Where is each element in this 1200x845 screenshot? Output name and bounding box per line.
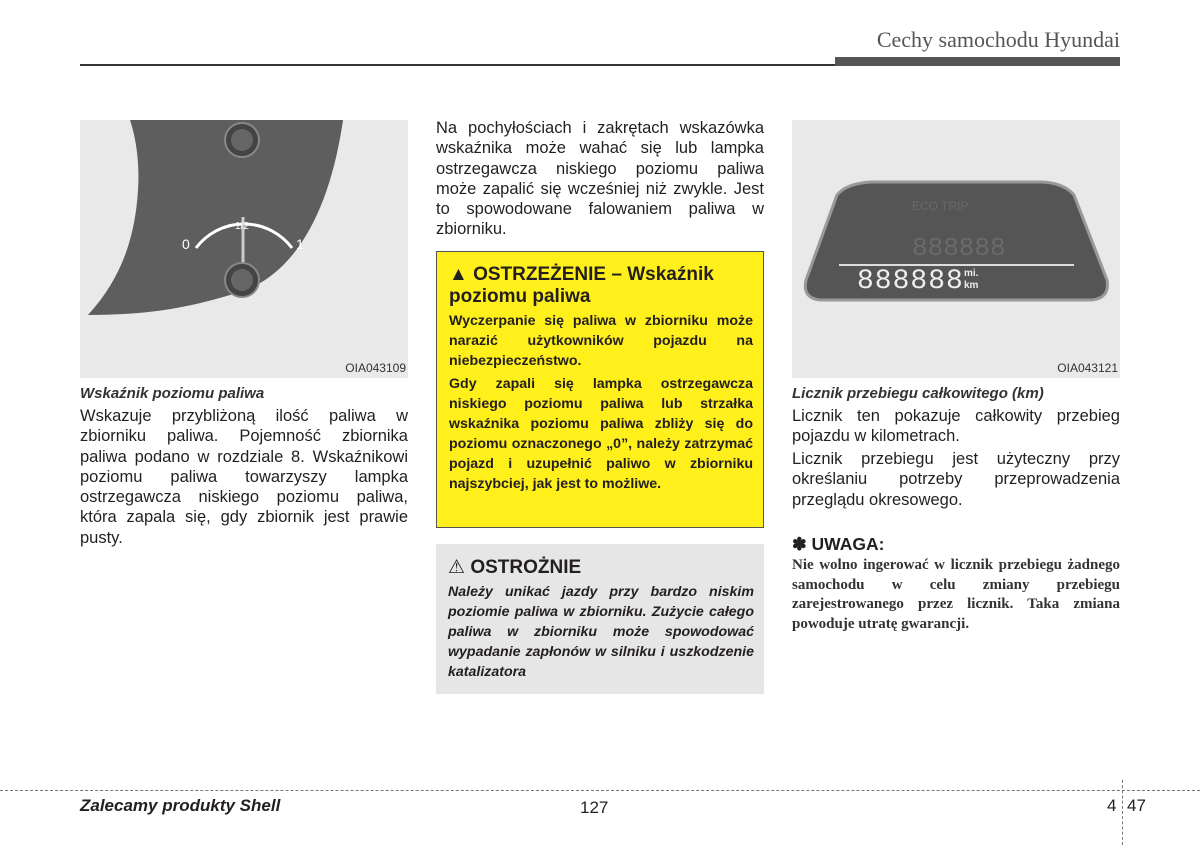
- warning-triangle-icon: ▲: [449, 264, 468, 285]
- chapter-number: 4: [1107, 796, 1117, 815]
- caution-triangle-icon: ⚠: [448, 557, 466, 578]
- footer-slogan: Zalecamy produkty Shell: [80, 796, 281, 815]
- footer-page-number: 127: [580, 798, 609, 817]
- odometer-usefulness: Licznik przebiegu jest użyteczny przy określaniu potrzeby przeprowadzenia przeglądu okresowego.: [792, 450, 1120, 509]
- chapter-page-number: 47: [1127, 796, 1146, 815]
- warning-paragraph: Gdy zapali się lampka ostrzegawcza niskiego poziomu paliwa lub strzałka wskaźnika poziomu paliwa zbliży się do poziomu oznaczonego „0”, należy zatrzymać pojazd i uzupełnić paliwo w zbiorniku najszybciej, jak jest to możliwe.: [449, 376, 753, 492]
- svg-text:888888: 888888: [912, 233, 1006, 263]
- warning-title: OSTRZEŻENIE – Wskaźnik poziomu paliwa: [449, 264, 714, 307]
- warning-box: [436, 251, 764, 528]
- gauge-full-label: 1: [296, 236, 304, 252]
- gauge-empty-label: 0: [182, 236, 190, 252]
- note-body: Nie wolno ingerować w licznik przebiegu żadnego samochodu w celu zmiany przebiegu zarejestrowanego przez licznik. Taka zmiana powoduje utratę gwarancji.: [792, 557, 1120, 632]
- odometer-unit-mi: mi.: [964, 268, 979, 279]
- warning-paragraph: Wyczerpanie się paliwa w zbiorniku może narazić użytkowników pojazdu na niebezpieczeństwo.: [449, 313, 753, 369]
- slope-note: Na pochyłościach i zakrętach wskazówka wskaźnika może wahać się lub lampka ostrzegawcza niskiego poziomu paliwa może zapalić się wcześniej niż zwykle. Jest to spowodowane falowaniem paliwa w zbiorniku.: [436, 119, 764, 239]
- fuel-gauge-illustration: [80, 120, 408, 378]
- gauge-half-label: 1/2: [235, 221, 249, 232]
- figure-caption: Licznik przebiegu całkowitego (km): [792, 385, 1044, 402]
- odometer-figure: [792, 120, 1120, 378]
- header-rule: [80, 64, 835, 66]
- figure-code: OIA043121: [1057, 361, 1118, 375]
- header-bar: [835, 57, 1120, 66]
- running-header: Cechy samochodu Hyundai: [876, 27, 1120, 52]
- fuel-gauge-figure: [80, 120, 408, 378]
- caution-body: Należy unikać jazdy przy bardzo niskim poziomie paliwa w zbiorniku. Zużycie całego paliwa w zbiorniku może spowodować wypadanie zapłonów w silniku i uszkodzenie katalizatora: [448, 584, 754, 680]
- footer-divider: [1122, 780, 1123, 845]
- figure-caption: Wskaźnik poziomu paliwa: [80, 385, 265, 402]
- odometer-digits: 888888: [857, 266, 964, 297]
- caution-box: [436, 544, 764, 694]
- figure-code: OIA043109: [345, 361, 406, 375]
- note-title: ✽ UWAGA:: [792, 534, 885, 554]
- odometer-unit-km: km: [964, 280, 979, 291]
- fuel-gauge-description: Wskazuje przybliżoną ilość paliwa w zbiorniku paliwa. Pojemność zbiornika paliwa podano w rozdziale 8. Wskaźnikowi poziomu paliwa towarzyszy lampka ostrzegawcza niskiego poziomu paliwa, która zapala się, gdy zbiornik jest prawie pusty.: [80, 407, 408, 547]
- odometer-display-illustration: [792, 120, 1120, 378]
- odometer-description: Licznik ten pokazuje całkowity przebieg pojazdu w kilometrach.: [792, 407, 1120, 446]
- caution-title: OSTROŻNIE: [470, 557, 582, 578]
- svg-text:ECO TRIP: ECO TRIP: [912, 199, 969, 213]
- footer-rule: [0, 790, 1200, 791]
